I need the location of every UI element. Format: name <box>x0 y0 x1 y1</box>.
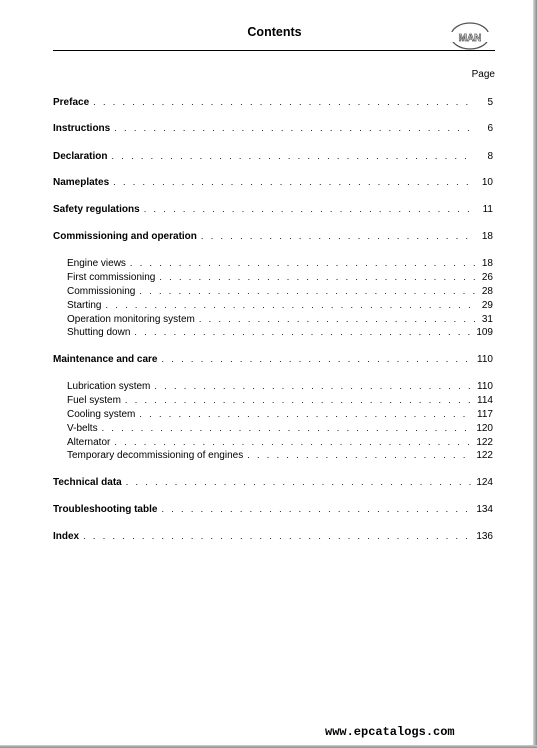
toc-entry-page: 122 <box>476 437 493 448</box>
dot-leader <box>126 476 473 489</box>
toc-entry[interactable] <box>53 176 493 189</box>
toc-entry[interactable] <box>53 230 493 243</box>
toc-entry-label: Maintenance and care <box>53 354 158 365</box>
toc-entry[interactable] <box>53 530 493 543</box>
toc-entry-label: Starting <box>67 300 102 311</box>
toc-entry-label: Declaration <box>53 151 108 162</box>
toc-entry-page: 11 <box>482 204 493 215</box>
toc-entry-page: 120 <box>476 423 493 434</box>
page-column-label: Page <box>471 69 495 80</box>
toc-entry-label: Technical data <box>53 477 122 488</box>
toc-entry-label: Instructions <box>53 123 111 134</box>
toc-entry[interactable] <box>67 394 493 407</box>
toc-entry-label: Nameplates <box>53 177 110 188</box>
toc-entry[interactable] <box>67 299 493 312</box>
logo-text: MAN <box>458 33 482 44</box>
toc-entry-label: Commissioning <box>67 286 136 297</box>
dot-leader <box>102 422 473 435</box>
dot-leader <box>111 150 475 163</box>
toc-entry-page: 136 <box>476 531 493 542</box>
toc-entry-label: Alternator <box>67 437 111 448</box>
toc-entry[interactable] <box>53 122 493 135</box>
toc-entry[interactable] <box>67 436 493 449</box>
dot-leader <box>114 436 472 449</box>
toc-entry[interactable] <box>67 313 493 326</box>
footer-url: www.epcatalogs.com <box>325 725 455 739</box>
dot-leader <box>83 530 472 543</box>
toc-entry-page: 18 <box>481 258 493 269</box>
toc-entry-label: Operation monitoring system <box>67 314 195 325</box>
toc-entry[interactable] <box>53 503 493 516</box>
toc-entry[interactable] <box>67 285 493 298</box>
toc-entry-page: 110 <box>477 381 493 392</box>
toc-entry-label: Safety regulations <box>53 204 140 215</box>
toc-entry[interactable] <box>53 476 493 489</box>
toc-entry-label: Index <box>53 531 80 542</box>
toc-entry-label: First commissioning <box>67 272 156 283</box>
toc-entry-page: 5 <box>487 97 493 108</box>
toc-entry-page: 10 <box>481 177 493 188</box>
toc-entry-label: Temporary decommissioning of engines <box>67 450 244 461</box>
toc-entry-label: Engine views <box>67 258 126 269</box>
dot-leader <box>113 176 475 189</box>
toc-entry-page: 109 <box>476 327 493 338</box>
dot-leader <box>130 257 475 270</box>
toc-entry-label: Fuel system <box>67 395 121 406</box>
toc-entry[interactable] <box>53 150 493 163</box>
toc-entry[interactable] <box>53 353 493 366</box>
dot-leader <box>105 299 475 312</box>
dot-leader <box>159 271 475 284</box>
toc-entry-page: 29 <box>481 300 493 311</box>
toc-entry[interactable] <box>67 380 493 393</box>
toc-entry-page: 117 <box>477 409 493 420</box>
toc-entry[interactable] <box>67 408 493 421</box>
toc-entry[interactable] <box>67 257 493 270</box>
dot-leader <box>93 96 475 109</box>
toc-entry-label: V-belts <box>67 423 98 434</box>
toc-entry-page: 124 <box>476 477 493 488</box>
dot-leader <box>144 203 475 216</box>
toc-entry[interactable] <box>67 449 493 462</box>
toc-entry-label: Commissioning and operation <box>53 231 197 242</box>
toc-entry-label: Lubrication system <box>67 381 151 392</box>
toc-entry-page: 26 <box>481 272 493 283</box>
toc-entry-page: 18 <box>481 231 493 242</box>
dot-leader <box>201 230 475 243</box>
dot-leader <box>161 353 473 366</box>
toc-entry-page: 122 <box>476 450 493 461</box>
toc-entry-page: 31 <box>481 314 493 325</box>
toc-entry-page: 28 <box>481 286 493 297</box>
toc-entry-page: 6 <box>487 123 493 134</box>
page-edge-shadow <box>533 0 537 748</box>
page-title: Contents <box>247 25 302 39</box>
toc-entry-label: Preface <box>53 97 90 108</box>
dot-leader <box>134 326 472 339</box>
dot-leader <box>161 503 472 516</box>
toc-entry-label: Cooling system <box>67 409 136 420</box>
dot-leader <box>139 408 473 421</box>
dot-leader <box>154 380 473 393</box>
toc-entry-page: 134 <box>476 504 493 515</box>
toc-entry[interactable] <box>67 422 493 435</box>
toc-entry-page: 110 <box>477 354 493 365</box>
toc-entry-label: Shutting down <box>67 327 131 338</box>
dot-leader <box>125 394 473 407</box>
toc-entry[interactable] <box>53 203 493 216</box>
toc-entry[interactable] <box>67 271 493 284</box>
toc-entry-page: 8 <box>487 151 493 162</box>
toc-entry[interactable] <box>67 326 493 339</box>
toc-entry[interactable] <box>53 96 493 109</box>
dot-leader <box>247 449 472 462</box>
dot-leader <box>114 122 475 135</box>
dot-leader <box>199 313 475 326</box>
toc-entry-page: 114 <box>477 395 493 406</box>
dot-leader <box>139 285 475 298</box>
toc-entry-label: Troubleshooting table <box>53 504 158 515</box>
